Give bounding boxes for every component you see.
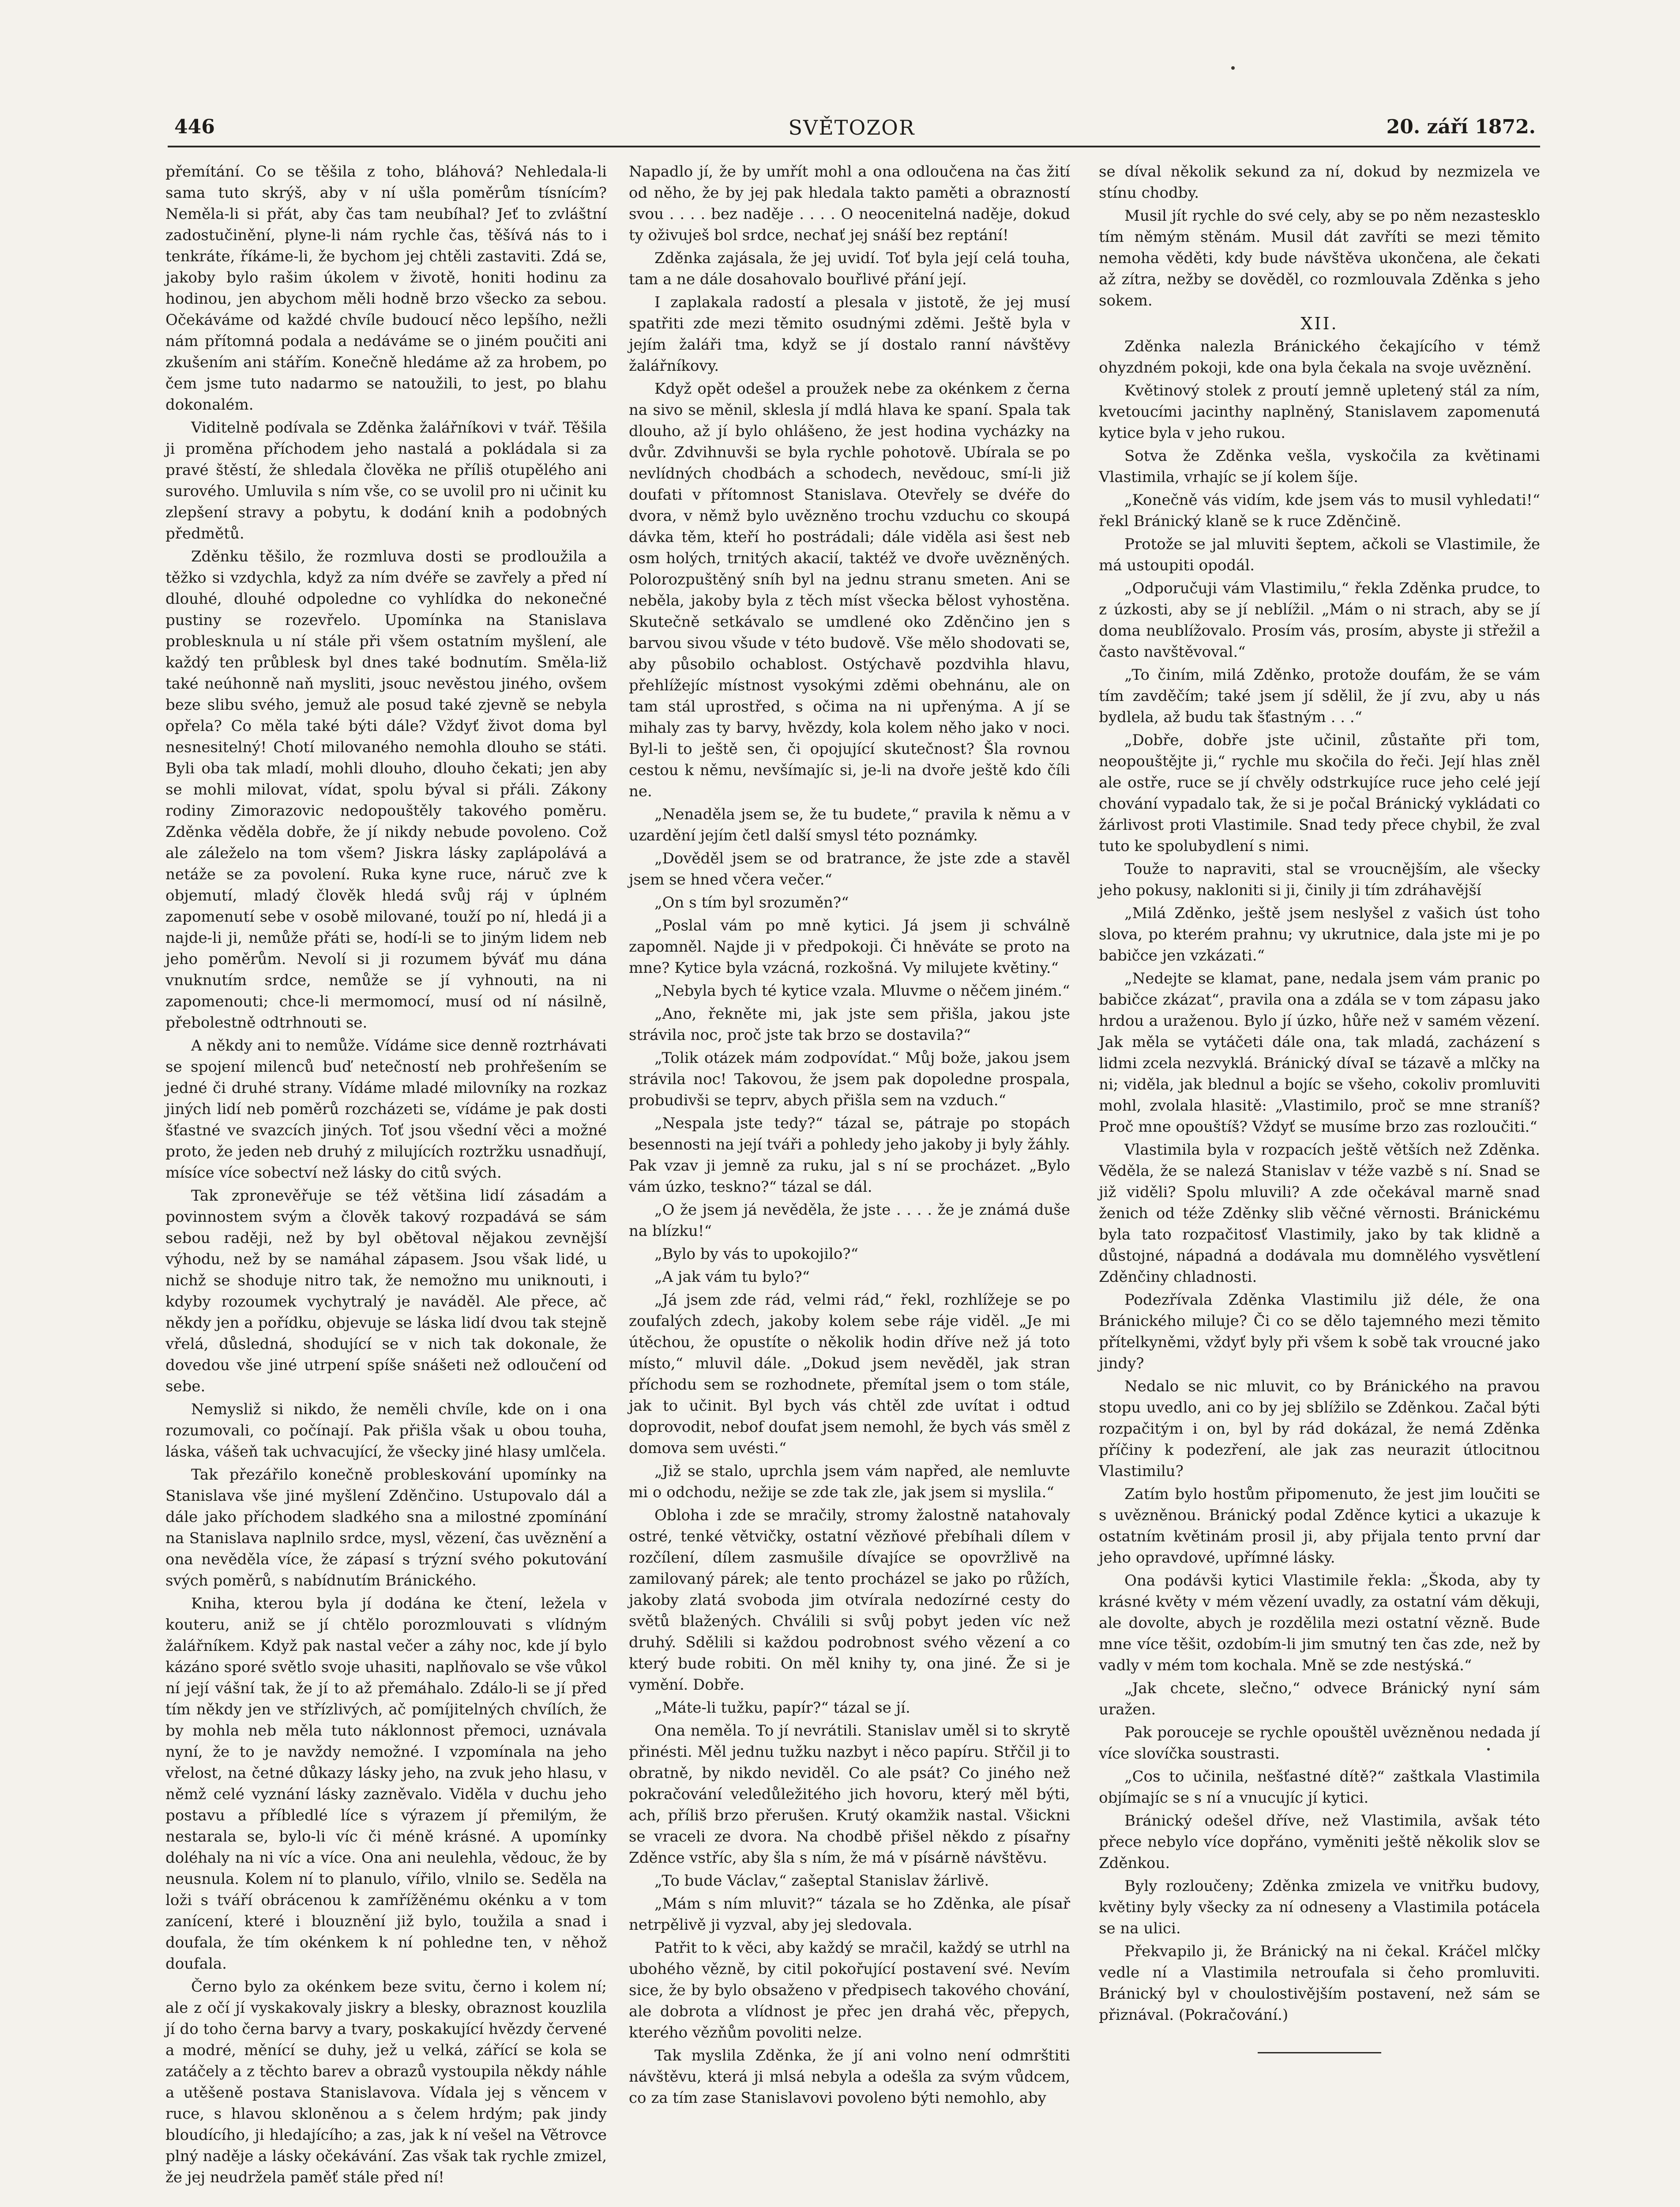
paragraph: Tak zpronevěřuje se též většina lidí zásadám a povinnostem svým a člověk takový rozpadává se sám sebou raději, než by byl obětoval nějakou zevnější výhodu, než by se namáhal zápasem. Jsou však lidé, u nichž se shoduje nitro tak, že nemožno mu uniknouti, i kdyby rozoumek vychytralý je naváděl. Ale přece, ač někdy jen a pořídku, objevuje se láska lidí dvou tak stejně vřelá, důsledná, shodující se v nich tak dokonale, že dovedou vše jiné utrpení spíše snášeti než odloučení od sebe. — [165, 1187, 607, 1395]
paragraph: „Dověděl jsem se od bratrance, že jste zde a stavěl jsem se hned včera večer.“ — [629, 850, 1070, 889]
paragraph: Patřit to k věci, aby každý se mračil, každý se utrhl na ubohého vězně, by citil pokořující postavení své. Nevím sice, že by bylo obsaženo v předpisech takového chování, ale dobrota a vlídnost je přec jen drahá věc, přepych, kterého vězňům povoliti nelze. — [629, 1939, 1070, 2041]
paragraph: I zaplakala radostí a plesala v jistotě, že jej musí spatřiti zde mezi těmito osudnými zděmi. Ještě byla v jejím žaláři tma, když se jí dostalo ranní návštěvy žalářníkovy. — [629, 294, 1070, 375]
paragraph: „On s tím byl srozuměn?“ — [654, 894, 849, 911]
print-speck — [1231, 66, 1235, 70]
paragraph: Tak přezářilo konečně probleskování upomínky na Stanislava vše jiné myšlení Zděnčino. Ustupovalo dál a dále jako příchodem sladkého sna a milostné zpomínání na Stanislava naplnilo srdce, mysl, vězení, čas uvěznění a ona nevěděla více, že zápasí s trýzní svého pokutování svých poměrů, s nabídnutím Bránického. — [165, 1466, 607, 1589]
paragraph: „Nebyla bych té kytice vzala. Mluvme o něčem jiném.“ — [654, 982, 1070, 1000]
paragraph: Zatím bylo hostům připomenuto, že jest jim loučiti se s uvězněnou. Bránický podal Zděnce kytici a ukazuje k ostatním květinám prosil ji, aby přijala tento první dar jeho opravdové, upřímné lásky. — [1099, 1485, 1540, 1567]
paragraph: „Poslal vám po mně kytici. Já jsem ji schválně zapomněl. Najde ji v předpokoji. Či hněváte se proto na mne? Kytice byla vzácná, rozkošná. Vy milujete květiny.“ — [629, 917, 1070, 977]
end-rule — [1258, 2052, 1381, 2053]
paragraph: „Nenaděla jsem se, že tu budete,“ pravila k němu a v uzardění jejím četl další smysl této poznámky. — [629, 806, 1070, 844]
chapter-heading: XII. — [1300, 314, 1338, 333]
paragraph: Touže to napraviti, stal se vroucnějším, ale všecky jeho pokusy, nakloniti si ji, činily ji tím zdráhavější — [1099, 860, 1540, 899]
paragraph: „O že jsem já nevěděla, že jste . . . . že je známá duše na blízku!“ — [629, 1201, 1070, 1240]
paragraph: přemítání. Co se těšila z toho, bláhová? Nehledala-li sama tuto skrýš, aby v ní ušla poměrům tísnícím? Neměla-li si přát, aby čas tam neubíhal? Jeť to zvláštní zadostučinění, plyne-li nám rychle čas, těšívá nás to i tenkráte, říkáme-li, že bychom jej chtěli zastaviti. Zdá se, jakoby bylo rašim úkolem v životě, honiti hodinu za hodinou, jen abychom měli hodně brzo všecko za sebou. Očekáváme od každé chvíle budoucí něco lepšího, nežli nám přítomná podala a nedáváme se o jiném poučiti ani zkušením ani stářím. Konečně hledáme až za hrobem, po čem jsme tuto nadarmo se natoužili, to jest, po blahu dokonalém. — [165, 163, 607, 414]
text-column-2 — [629, 161, 1070, 2110]
paragraph: „Konečně vás vidím, kde jsem vás to musil vyhledati!“ řekl Bránický klaně se k ruce Zděnčině. — [1099, 491, 1540, 530]
paragraph: Bránický odešel dříve, než Vlastimila, avšak této přece nebylo více dopřáno, vyměniti ještě několik slov se Zděnkou. — [1099, 1812, 1540, 1872]
paragraph: Zděnka zajásala, že jej uvidí. Toť byla její celá touha, tam a ne dále dosahovalo bouřlivé přání její. — [629, 249, 1070, 288]
paragraph: Vlastimila byla v rozpacích ještě větších než Zděnka. Věděla, že se nalezá Stanislav v téže vazbě s ní. Snad se již viděli? Spolu mluvili? A zde očekával marně snad ženich od téže Zděnky slib věčné věrnosti. Bránickému byla tato rozpačitosť Vlastimily, jako by tak klidně a důstojné, nápadná a dodávala mu domnělého vysvětlení Zděnčiny chladnosti. — [1099, 1141, 1540, 1286]
paragraph: Kniha, kterou byla jí dodána ke čtení, ležela v kouteru, aniž se jí chtělo porozmlouvati s vlídným žalářníkem. Když pak nastal večer a záhy noc, kde jí bylo kázáno sporé světlo svoje uhasiti, naplňovalo se vše vůkol ní její vášní tak, že jí to až přemáhalo. Zdálo-li se jí před tím někdy jen ve střízlivých, ač pomíjitelných chvílích, že by mohla neb měla tuto náklonnost přemoci, uznávala nyní, že to je navždy nemožné. I vzpomínala na jeho vřelost, na četné důkazy lásky jeho, na zvuk jeho hlasu, v němž celé vyznání lásky zazněvalo. Viděla v duchu jeho postavu a příbledlé líce s výrazem jí přemilým, že nestarala se, bylo-li víc či méně krásné. A upomínky doléhaly na ni víc a více. Ona ani neulehla, vědouc, že by neusnula. Kolem ní to planulo, vířilo, vlnilo se. Seděla na loži s tváří obrácenou k zamřížěnému okénku a v tom zanícení, které i blouznění již bylo, toužila a snad i doufala, že tím okénkem k ní pohledne ten, v něhož doufala. — [165, 1595, 607, 1973]
paragraph: Zděnku těšilo, že rozmluva dosti se prodloužila a těžko si vzdychla, když za ním dvéře se zavřely a před ní dlouhé, dlouhé odpoledne co vyhlídka do nekonečné pustiny se rozevřelo. Upomínka na Stanislava problesknula u ní stále při všem ostatním myšlení, ale každý ten průblesk byl dnes také bodnutím. Směla-liž také neúhonně naň mysliti, jsouc nevěstou jiného, ovšem beze slibu svého, jemuž ale posud také zjevně se nebyla opřela? Co měla také býti dále? Vždyť život doma byl nesnesitelný! Chotí milovaného nemohla dlouho se státi. Byli oba tak mladí, mohli dlouho, dlouho čekati; jen aby se mohli milovat, vídat, spolu býval si přáli. Zákony rodiny Zimorazovic nedopouštěly takového poměru. Zděnka věděla dobře, že jí nikdy nebude povoleno. Což ale záleželo na tom všem? Jiskra lásky zaplápolává a netáže se za povolení. Ruka kyne ruce, náruč zve k objemutí, mladý člověk hledá svůj ráj v úplném zapomenutí sebe v osobě milované, touží po ní, hledá ji a najde-li ji, nemůže přáti se, hodí-li se to jiným lidem neb jeho poměrům. Nevolí si ji rozumem býváť mu dána vnuknutím srdce, nemůže se jí vyhnouti, na ni zapomenouti; chce-li mermomocí, musí od ní násilně, přebolestně odtrhnouti se. — [165, 548, 607, 1032]
paragraph: Překvapilo ji, že Bránický na ni čekal. Kráčel mlčky vedle ní a Vlastimila netroufala si čeho promluviti. Bránický byl v choulostivějším postavení, než sám se přiznával. (Pokračování.) — [1099, 1943, 1540, 2024]
paragraph: se díval několik sekund za ní, dokud by nezmizela ve stínu chodby. — [1099, 163, 1540, 202]
paragraph: „Cos to učinila, nešťastné dítě?“ zaštkala Vlastimila objímajíc se s ní a vnucujíc jí kytici. — [1099, 1768, 1540, 1807]
paragraph: Pak porouceje se rychle opouštěl uvězněnou nedada jí více slovíčka soustrasti. — [1099, 1724, 1540, 1763]
paragraph: „Máte-li tužku, papír?“ tázal se jí. — [654, 1699, 910, 1717]
paragraph: „To činím, milá Zděnko, protože doufám, že se vám tím zavděčím; také jsem jí sdělil, že jí zvu, aby u nás bydlela, až budu tak šťastným . . .“ — [1099, 666, 1540, 726]
paragraph: „Milá Zděnko, ještě jsem neslyšel z vašich úst toho slova, po kterém prahnu; vy ukrutnice, dala jste mi je po babičce jen vzkázati.“ — [1099, 904, 1540, 964]
paragraph: Černo bylo za okénkem beze svitu, černo i kolem ní; ale z očí jí vyskakovaly jiskry a blesky, obraznost kouzlila jí do toho černa barvy a tvary, poskakující hvězdy červené a modré, měnící se duhy, jež u velká, zářící se kola se zatáčely a z těchto barev a obrazů vystoupila někdy náhle a utěšeně postava Stanislavova. Vídala jej s věncem v ruce, s hlavou skloněnou a s čelem hrdým; pak jindy bloudícího, ji hledajícího; a zas, jak k ní vešel na Větrovce plný naděje a lásky očekávání. Zas však tak rychle zmizel, že jej neudržela paměť stále před ní! — [165, 1978, 607, 2186]
paragraph: Ona podávši kytici Vlastimile řekla: „Škoda, aby ty krásné květy v mém vězení uvadly, za ostatní vám děkuji, ale dovolte, abych je rozdělila mezi ostatní vězně. Bude mne více těšit, ozdobím-li jim smutný ten čas zde, než by vadly v mém tom kochala. Mně se zde nestýská.“ — [1099, 1572, 1540, 1674]
page-number: 446 — [174, 116, 215, 138]
paragraph: Byly rozloučeny; Zděnka zmizela ve vnitřku budovy, květiny byly všecky za ní odneseny a Vlastimila potácela se na ulici. — [1099, 1877, 1540, 1937]
paragraph: Napadlo jí, že by umřít mohl a ona odloučena na čas žití od něho, že by jej pak hledala takto paměti a obrazností svou . . . . bez naděje . . . . O neocenitelná naděje, dokud ty oživuješ bol srdce, nechať jej snáší bez reptání! — [629, 163, 1070, 244]
text-column-1 — [165, 161, 607, 2190]
header-rule — [168, 146, 1540, 147]
paragraph: Když opět odešel a proužek nebe za okénkem z černa na sivo se měnil, sklesla jí mdlá hlava ke spaní. Spala tak dlouho, až jí bylo ohlášeno, že jest hodina vycházky na dvůr. Zdvihnuvši se byla rychle pohotově. Ubírala se po nevlídných chodbách a schodech, nevědouc, smí-li již doufati v přítomnost Stanislava. Otevřely se dvéře do dvora, v němž bylo uvězněno trochu vzduchu co skoupá dávka těm, kteří ho postrádali; dále viděla asi šest neb osm holých, trnitých akacií, taktéž ve dvoře uvězněných. Polorozpuštěný sníh byl na jednu stranu smeten. Ani se neběla, jakoby byla z těch míst všecka bělost vyhostěna. Skutečně setkávalo se umdlené oko Zděnčino jen s barvou sivou všude v této budově. Vše mělo shodovati se, aby působilo ochablost. Ostýchavě pozdvihla hlavu, přehlížejíc místnost vysokými zděmi obehnánu, ale on tam stál uprostřed, s očima na ni upřenýma. A jí se mihaly zas ty barvy, hvězdy, kola kolem něho jako v noci. Byl-li to ještě sen, či opojující skutečnost? Šla rovnou cestou k němu, nevšímajíc si, je-li na dvoře ještě kdo číli ne. — [629, 380, 1070, 800]
paragraph: „Dobře, dobře jste učinil, zůstaňte při tom, neopouštějte ji,“ rychle mu skočila do řeči. Její hlas zněl ale ostře, ruce se jí chvěly odstrkujíce ruce jeho celé její chování vypadalo tak, že si je počal Bránický vykládati co žárlivost proti Vlastimile. Snad tedy přece chybil, že zval tuto ke spolubydlení s nimi. — [1099, 731, 1540, 855]
paragraph: „Jak chcete, slečno,“ odvece Bránický nyní sám uražen. — [1099, 1680, 1540, 1718]
paragraph: Nemysliž si nikdo, že neměli chvíle, kde on i ona rozumovali, co počínají. Pak přišla však u obou touha, láska, vášeň tak uchvacující, že všecky jiné hlasy umlčela. — [165, 1401, 607, 1461]
print-speck — [1487, 1748, 1490, 1751]
paragraph: Ona neměla. To jí nevrátili. Stanislav uměl si to skrytě přinésti. Měl jednu tužku nazbyt i něco papíru. Střčil ji to obratně, by nikdo neviděl. Co ale psát? Co jiného než pokračování veledůležitého jich hovoru, který měl býti, ach, příliš brzo přerušen. Krutý okamžik nastal. Všickni se vraceli ze dvora. Na chodbě přišel někdo z písařny Zděnce vstříc, aby šla s ním, že má v písárně návštěvu. — [629, 1722, 1070, 1867]
issue-date: 20. září 1872. — [1386, 116, 1536, 138]
paragraph: Musil jít rychle do své cely, aby se po něm nezastesklo tím němým stěnám. Musil dát zavříti se mezi těmito nemoha věděti, kdy bude návštěva ukončena, ale čekati až zítra, nežby se dověděl, co rozmlouvala Zděnka s jeho sokem. — [1099, 207, 1540, 309]
paragraph: „Ano, řekněte mi, jak jste sem přišla, jakou jste strávila noc, proč jste tak brzo se dostavila?“ — [629, 1005, 1070, 1044]
paragraph: Protože se jal mluviti šeptem, ačkoli se Vlastimile, že má ustoupiti opodál. — [1099, 535, 1540, 574]
paragraph: „Odporučuji vám Vlastimilu,“ řekla Zděnka prudce, to z úzkosti, aby se jí neblížil. „Mám o ni strach, aby se jí doma neublížovalo. Prosím vás, prosím, abyste ji střežil a často navštěvoval.“ — [1099, 580, 1540, 661]
paragraph: Květinový stolek z proutí jemně upletený stál za ním, kvetoucími jacinthy naplněný, Stanislavem zapomenutá kytice byla v jeho rukou. — [1099, 382, 1540, 442]
paragraph: „A jak vám tu bylo?“ — [654, 1268, 810, 1286]
paragraph: „To bude Václav,“ zašeptal Stanislav žárlivě. — [654, 1872, 989, 1890]
paragraph: „Já jsem zde rád, velmi rád,“ řekl, rozhlížeje se po zoufalých zdech, jakoby kolem sebe ráje viděl. „Je mi útěchou, že opustíte o několik hodin dříve než já toto místo,“ mluvil dále. „Dokud jsem nevěděl, jak stran příchodu sem se rozhodnete, přemítal jsem o tom stále, jak to učinit. Byl bych vás chtěl zde uvítat i odtud doprovodit, nebof doufat jsem nemohl, že bych vás směl z domova sem uvésti.“ — [629, 1291, 1070, 1457]
journal-title: SVĚTOZOR — [788, 116, 915, 139]
paragraph: „Mám s ním mluvit?“ tázala se ho Zděnka, ale písař netrpělivě ji vyzval, aby jej sledovala. — [629, 1895, 1070, 1934]
paragraph: Viditelně podívala se Zděnka žalářníkovi v tvář. Těšila ji proměna příchodem jeho nastalá a pokládala si za pravé štěstí, že shledala člověka ne příliš otupělého ani surového. Umluvila s ním vše, co se uvolil pro ni učinit ku zlepšení stravy a pobytu, k dodání knih a podobných předmětů. — [165, 419, 607, 542]
paragraph: A někdy ani to nemůže. Vídáme sice denně roztrhávati se spojení milenců buď netečností neb prohřešením se jedné či druhé strany. Vídáme mladé milovníky na rozkaz jiných lidí neb poměrů rozcházeti se, vídáme je pak dosti šťastné ve svazcích jiných. Toť jsou všední věci a možné proto, že jeden neb druhý z milujících roztržku usnadňují, mísíce více sobectví než lásky do citů svých. — [165, 1037, 607, 1182]
paragraph: Obloha i zde se mračily, stromy žalostně natahovaly ostré, tenké větvičky, ostatní vězňové přebíhali dílem v rozčílení, dílem zasmušile dívajíce se opovržlivě na zamilovaný párek; ale tento procházel se jako po růžích, jakoby zlatá svoboda jim otvírala nedozírné cesty do světů blažených. Chválili si svůj pobyt jeden víc než druhý. Sdělili si každou podrobnost svého vězení a co který bude robiti. On měl knihy ty, ona jiné. Že si je vymění. Dobře. — [629, 1506, 1070, 1694]
text-column-3 — [1099, 161, 1540, 2053]
paragraph: Nedalo se nic mluvit, co by Bránického na pravou stopu uvedlo, ani co by jej sblížilo se Zděnkou. Začal býti rozpačitým i on, byl by rád dokázal, že nemá Zděnka příčiny k podezření, ale jak zas neurazit útlocitnou Vlastimilu? — [1099, 1378, 1540, 1480]
paragraph: „Tolik otázek mám zodpovídat.“ Můj bože, jakou jsem strávila noc! Takovou, že jsem pak dopoledne prospala, probudivši se teprv, abych přišla sem na vzduch.“ — [629, 1049, 1070, 1109]
paragraph: „Bylo by vás to upokojilo?“ — [654, 1245, 858, 1263]
paragraph: „Již se stalo, uprchla jsem vám napřed, ale nemluvte mi o odchodu, nežije se zde tak zle, jak jsem si myslila.“ — [629, 1462, 1070, 1501]
paragraph: Podezřívala Zděnka Vlastimilu již déle, že ona Bránického miluje? Či co se dělo tajemného mezi těmito přítelkyněmi, vždyť byly při všem k sobě tak vroucné jako jindy? — [1099, 1291, 1540, 1372]
paragraph: „Nespala jste tedy?“ tázal se, pátraje po stopách besennosti na její tváři a pohledy jeho jakoby ji byly žáhly. Pak vzav ji jemně za ruku, jal s ní se procházet. „Bylo vám úzko, teskno?“ tázal se dál. — [629, 1115, 1070, 1196]
paragraph: Sotva že Zděnka vešla, vyskočila za květinami Vlastimila, vrhajíc se jí kolem šíje. — [1099, 447, 1540, 486]
paragraph: Tak myslila Zděnka, že jí ani volno není odmrštiti návštěvu, která ji mlsá nebyla a odešla za svým vůdcem, co za tím zase Stanislavovi povoleno býti nemohlo, aby — [629, 2047, 1070, 2107]
paragraph: „Nedejte se klamat, pane, nedala jsem vám pranic po babičce zkázat“, pravila ona a zdála se v tom zápasu jako hrdou a uraženou. Bylo jí úzko, hůře než v samém vězení. Jak měla se vytáčeti dále ona, tak mladá, zacházení s lidmi zcela nezvyklá. Bránický dívaI se tázavě a mlčky na ni; viděla, jak blednul a bojíc se všeho, cokoliv promluviti mohl, zvolala hlasitě: „Vlastimilo, proč se mne straníš? Proč mne opouštíš? Vždyť se musíme brzo zas rozloučiti.“ — [1099, 970, 1540, 1136]
paragraph: Zděnka nalezla Bránického čekajícího v témž ohyzdném pokoji, kde ona byla čekala na svoje uvěznění. — [1099, 338, 1540, 377]
